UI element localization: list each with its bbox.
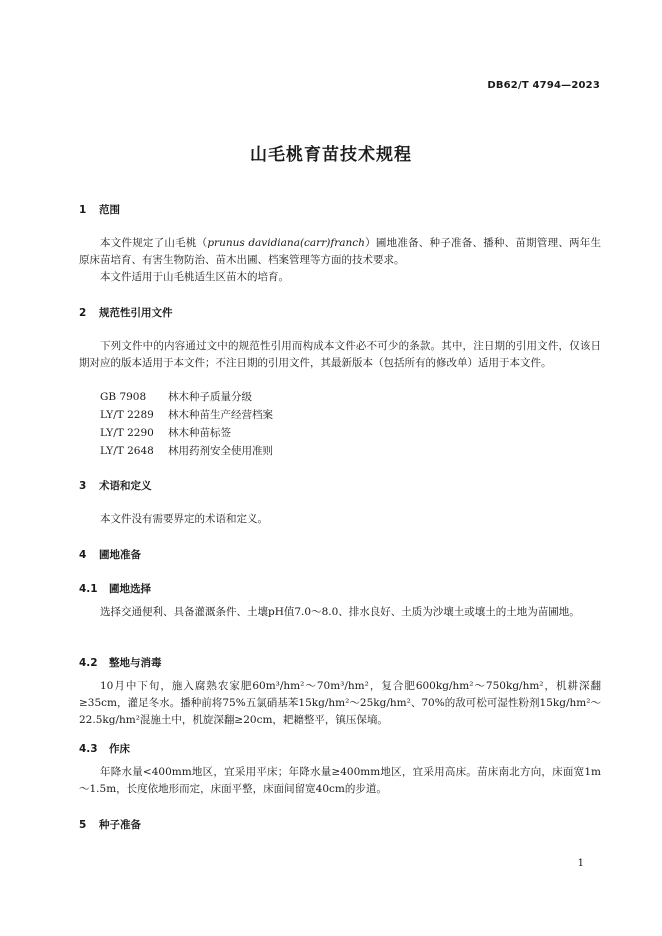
site-selection-paragraph: 选择交通便利、具备灌溉条件、土壤pH值7.0～8.0、排水良好、土质为沙壤土或壤土的土地为苗圃地。 (100, 606, 580, 618)
reference-item (100, 443, 273, 458)
reference-code: GB 7908 (100, 391, 147, 403)
section-4-1-heading (79, 581, 151, 596)
section-number: 4 (79, 549, 87, 561)
section-number: 1 (79, 204, 87, 216)
document-title: 山毛桃育苗技术规程 (250, 145, 412, 165)
scope-applicability: 本文件适用于山毛桃适生区苗木的培育。 (100, 271, 289, 283)
section-title: 规范性引用文件 (99, 307, 173, 319)
bed-making-paragraph: 年降水量<400mm地区，宜采用平床；年降水量≥400mm地区，宜采用高床。苗床南北方向，床面宽1m～1.5m，长度依地形而定，床面平整，床面间留宽40cm的步道。 (79, 766, 601, 795)
reference-item (100, 407, 273, 422)
section-3-heading (79, 478, 152, 493)
section-2-heading (79, 305, 173, 320)
section-title: 范围 (99, 204, 120, 216)
reference-name: 林木种苗标签 (168, 427, 231, 439)
scope-text-b: ）圃地准备、种子准备、播种、苗期管理、两年生原床苗培育、有害生物防治、苗木出圃、档案管理等方面的技术要求。 (79, 237, 602, 266)
scope-text-a: 本文件规定了山毛桃（ (100, 237, 208, 249)
reference-name: 林用药剂安全使用准则 (168, 445, 273, 457)
scope-paragraph (79, 235, 601, 269)
standard-code: DB62/T 4794—2023 (487, 80, 600, 91)
subsection-title: 整地与消毒 (109, 657, 162, 669)
reference-name: 林木种子质量分级 (168, 391, 252, 403)
section-number: 2 (79, 307, 87, 319)
reference-name: 林木种苗生产经营档案 (168, 409, 273, 421)
section-4-2-heading (79, 655, 162, 670)
section-5-heading (79, 817, 141, 832)
subsection-title: 圃地选择 (109, 583, 151, 595)
subsection-number: 4.3 (79, 743, 98, 755)
section-title: 种子准备 (99, 819, 141, 831)
reference-code: LY/T 2290 (100, 427, 154, 439)
reference-code: LY/T 2289 (100, 409, 154, 421)
subsection-number: 4.2 (79, 657, 98, 669)
section-title: 圃地准备 (99, 549, 141, 561)
reference-code: LY/T 2648 (100, 445, 154, 457)
subsection-title: 作床 (109, 743, 130, 755)
references-paragraph: 下列文件中的内容通过文中的规范性引用而构成本文件必不可少的条款。其中，注日期的引用文件，仅该日期对应的版本适用于本文件；不注日期的引用文件，其最新版本（包括所有的修改单）适用于本文件。 (79, 340, 601, 369)
latin-name: prunus davidiana(carr)franch (207, 237, 365, 249)
section-number: 3 (79, 480, 87, 492)
section-number: 5 (79, 819, 87, 831)
terms-paragraph: 本文件没有需要界定的术语和定义。 (100, 513, 268, 525)
subsection-number: 4.1 (79, 583, 98, 595)
section-1-heading (79, 202, 120, 217)
soil-prep-paragraph: 10月中下旬，施入腐熟农家肥60m³/hm²～70m³/hm²，复合肥600kg/hm²～750kg/hm²，机耕深翻≥35cm，灌足冬水。播种前将75%五氯硝基苯15kg/hm²～25kg/hm²、70%的敌可松可湿性粉剂15kg/hm²～22.5kg/hm²混施土中，机旋深翻≥20cm，耙耱整平，镇压保墒。 (79, 680, 601, 726)
section-4-heading (79, 547, 141, 562)
reference-item (100, 389, 252, 404)
section-4-3-heading (79, 741, 130, 756)
section-title: 术语和定义 (99, 480, 152, 492)
reference-item (100, 425, 231, 440)
page-number: 1 (577, 858, 584, 869)
